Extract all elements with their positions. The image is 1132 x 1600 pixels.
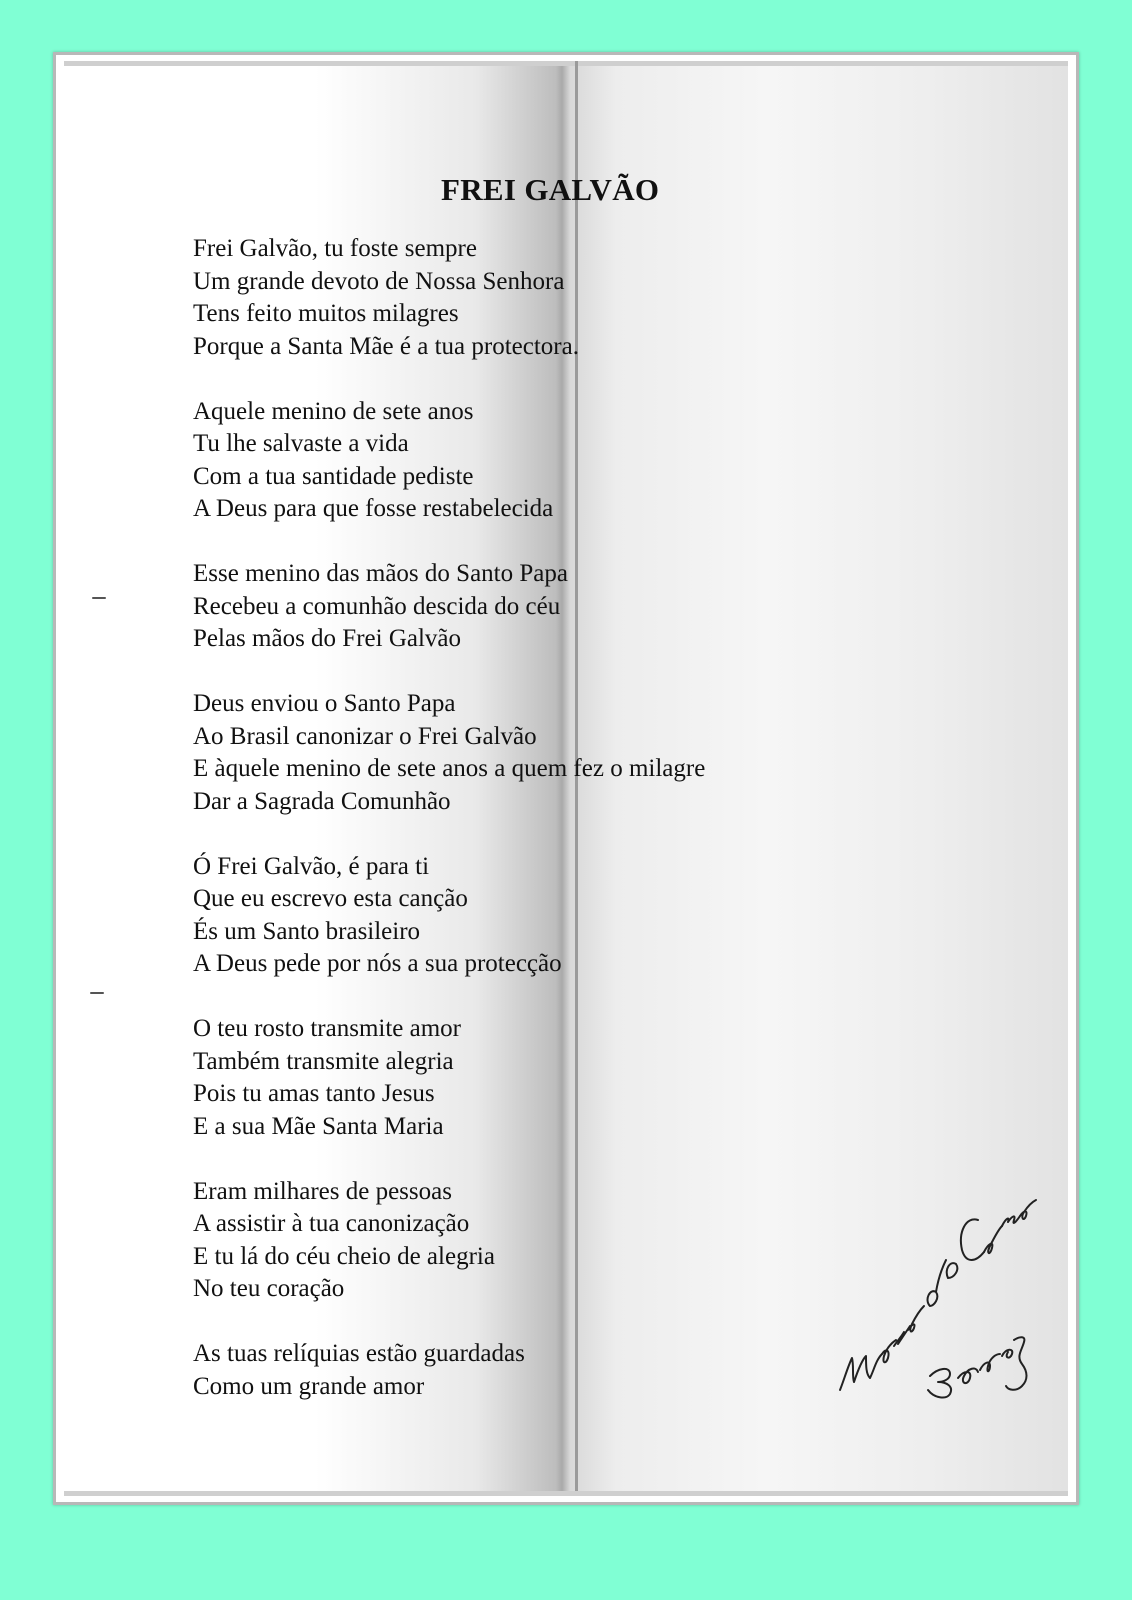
- poem-line: Frei Galvão, tu foste sempre: [193, 235, 477, 262]
- page-top-edge: [64, 61, 1068, 66]
- poem-line: O teu rosto transmite amor: [193, 1015, 461, 1042]
- stanza: [193, 233, 705, 363]
- poem-line: Ao Brasil canonizar o Frei Galvão: [193, 722, 537, 750]
- poem-line: A Deus para que fosse restabelecida: [193, 495, 554, 522]
- stanza: [193, 558, 705, 656]
- poem-line: Dar a Sagrada Comunhão: [193, 787, 451, 815]
- poem-line: Porque a Santa Mãe é a tua protectora.: [193, 332, 579, 360]
- poem-line: E tu lá do céu cheio de alegria: [193, 1242, 495, 1270]
- poem-line: Pelas mãos do Frei Galvão: [193, 625, 462, 652]
- poem-line: No teu coração: [193, 1275, 345, 1302]
- stanza: [193, 851, 705, 981]
- poem-body: [193, 233, 705, 1403]
- poem-line: És um Santo brasileiro: [193, 917, 421, 945]
- poem-line: Com a tua santidade pediste: [193, 462, 474, 490]
- stanza: [193, 688, 705, 818]
- handwritten-signature: [838, 1160, 1038, 1400]
- poem-line: Deus enviou o Santo Papa: [193, 690, 456, 717]
- poem-line: Como um grande amor: [193, 1372, 425, 1400]
- poem-line: Ó Frei Galvão, é para ti: [193, 852, 430, 880]
- stanza: [193, 396, 705, 526]
- poem-line: Esse menino das mãos do Santo Papa: [193, 560, 568, 587]
- poem-line: Pois tu amas tanto Jesus: [193, 1080, 435, 1107]
- poem-line: Aquele menino de sete anos: [193, 397, 474, 425]
- poem-line: As tuas relíquias estão guardadas: [193, 1340, 525, 1367]
- poem-line: E a sua Mãe Santa Maria: [193, 1112, 444, 1140]
- stanza: [193, 1338, 705, 1403]
- scan-mark: [90, 992, 104, 994]
- poem-line: Um grande devoto de Nossa Senhora: [193, 267, 565, 295]
- poem-line: Também transmite alegria: [193, 1047, 454, 1075]
- scan-mark: [92, 597, 106, 599]
- poem-title: FREI GALVÃO: [441, 172, 660, 207]
- poem-line: E àquele menino de sete anos a quem fez o milagre: [193, 755, 706, 782]
- stanza: [193, 1176, 705, 1306]
- page-bottom-edge: [64, 1491, 1068, 1496]
- poem-line: Eram milhares de pessoas: [193, 1177, 452, 1205]
- poem-line: Que eu escrevo esta canção: [193, 885, 468, 912]
- poem-line: Recebeu a comunhão descida do céu: [193, 592, 561, 620]
- poem-line: A Deus pede por nós a sua protecção: [193, 950, 562, 977]
- stanza: [193, 1013, 705, 1143]
- poem-line: A assistir à tua canonização: [193, 1210, 470, 1237]
- poem-line: Tens feito muitos milagres: [193, 300, 459, 327]
- poem-line: Tu lhe salvaste a vida: [193, 430, 409, 457]
